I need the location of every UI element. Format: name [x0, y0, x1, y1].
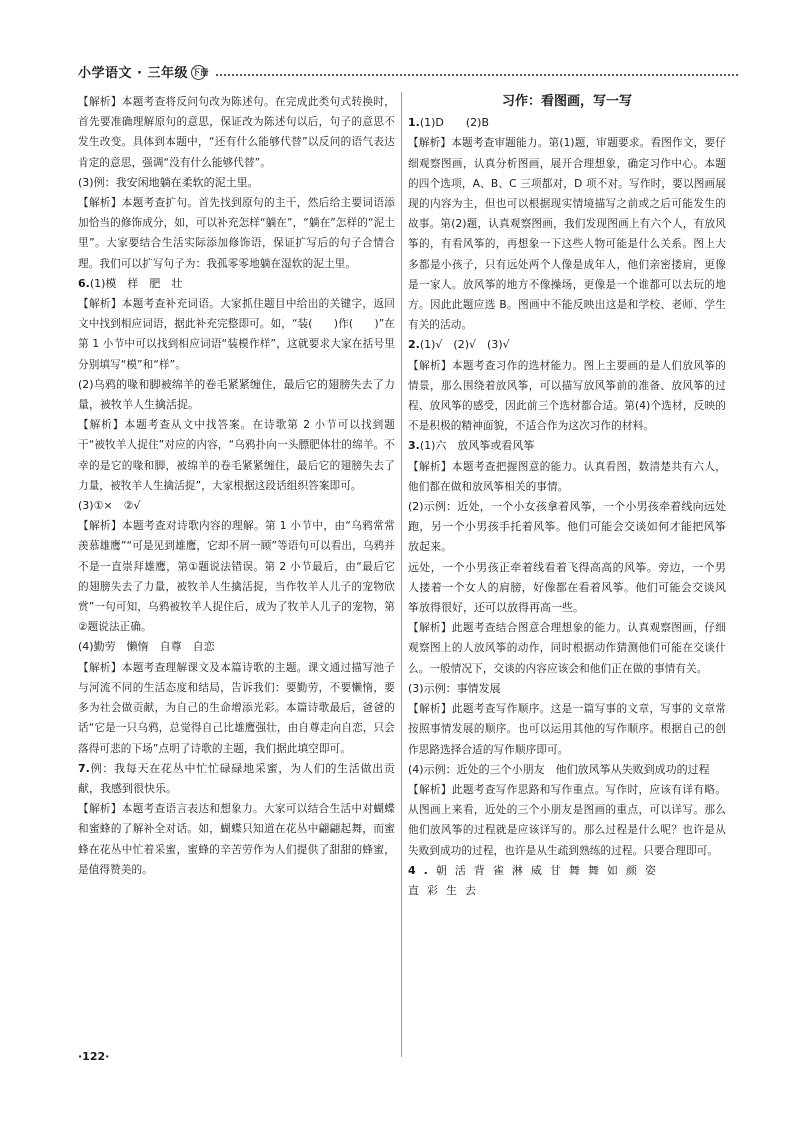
analysis-paragraph: 【解析】本题考查习作的选材能力。图上主要画的是人们放风筝的情景，那么围绕着放风筝，可以描写放风筝前的准备、放风筝的过程、放风筝的感受，因此前三个选材都合适。第(4)个选材，反映的不是积极的精神面貌，不适合作为这次习作的材料。: [408, 359, 726, 433]
analysis-paragraph: 【解析】本题考查从文中找答案。在诗歌第 2 小节可以找到题干“被牧羊人捉住”对应的内容，“乌鸦扑向一头膘肥体壮的绵羊。不幸的是它的喙和脚，被绵羊的卷毛紧紧缠住，最后它的翅膀失去了力量，被牧羊人生擒活捉”，大家根据这段话组织答案即可。: [78, 419, 395, 492]
answer-line: 直彩生去: [408, 883, 484, 897]
answer-line: 4.朝活背雀淋威甘舞舞如颜姿: [408, 863, 664, 877]
question-number: 4.: [408, 863, 436, 877]
page-number: ·122·: [78, 1050, 110, 1063]
analysis-paragraph: 【解析】本题考查补充词语。大家抓住题目中给出的关键字，返回文中找到相应词语，据此补充完整即可。如，“装( )作( )”在第 1 小节中可以找到相应词语“装模作样”，这就要求大家在括号里分别填写“模”和“样”。: [78, 298, 395, 371]
question-number: 7.: [78, 761, 90, 775]
analysis-paragraph: 【解析】本题考查把握图意的能力。认真看图，数清楚共有六人，他们都在做和放风筝相关的事情。: [408, 460, 726, 493]
answer-line: (3)示例：事情发展: [408, 681, 501, 695]
answer-line: 7.例：我每天在花丛中忙忙碌碌地采蜜，为人们的生活做出贡献，我感到很快乐。: [78, 761, 395, 795]
answer-line: (3)例：我安闲地躺在柔软的泥土里。: [78, 175, 259, 189]
right-column: [408, 92, 726, 901]
answer-line: 远处，一个小男孩正牵着线看着飞得高高的风筝。旁边，一个男人搂着一个女人的肩膀，好像都在看着风筝。他们可能会交谈风筝放得很好，还可以放得再高一些。: [408, 560, 726, 615]
header-dotted-rule: [216, 74, 738, 76]
answer-line: 3.(1)六 放风筝或看风筝: [408, 439, 535, 453]
column-divider: [401, 92, 402, 1057]
analysis-paragraph: 【解析】本题考查审题能力。第(1)题，审题要求。看图作文，要仔细观察图画，认真分析图画，展开合理想象，确定习作中心。本题的四个选项，A、B、C 三项都对，D 项不对。写作时，要以图画展现的内容为主，但也可以根据现实情境描写之前或之后可能发生的故事。第(2)题，认真观察图画，我们发现图画上有六个人，有放风筝的，有看风筝的，再想象一下这些人物可能是什么关系。图上大多都是小孩子，只有远处两个人像是成年人，他们亲密搂肩，更像是一家人。放风筝的地方不像操场，更像是一个谁都可以去玩的地方。因此此题应选 B。图画中不能反映出这是和学校、老师、学生有关的活动。: [408, 137, 726, 332]
grade-volume-badge: 下册: [191, 65, 206, 80]
question-number: 2.: [408, 338, 420, 352]
answer-line: (2)示例：近处，一个小女孩拿着风筝，一个小男孩牵着线向远处跑，另一个小男孩手托着风筝。他们可能会交谈如何才能把风筝放起来。: [408, 500, 726, 554]
analysis-paragraph: 【解析】本题考查理解课文及本篇诗歌的主题。课文通过描写池子与河流不同的生活态度和结局，告诉我们：要勤劳，不要懒惰，要多为社会做贡献，为自己的生命增添光彩。本篇诗歌最后，爸爸的话“它是一只乌鸦，总觉得自己比雄鹰强壮，由自尊走向自恋，只会落得可悲的下场”点明了诗歌的主题，我们据此填空即可。: [78, 661, 395, 755]
analysis-paragraph: 【解析】此题考查结合图意合理想象的能力。认真观察图画，仔细观察图上的人放风筝的动作，同时根据动作猜测他们可能在交谈什么。一般情况下，交谈的内容应该会和他们正在做的事情有关。: [408, 622, 726, 675]
answer-line: (4)示例：近处的三个小朋友 他们放风筝从失败到成功的过程: [408, 762, 710, 776]
answer-line: 2.(1)√ (2)√ (3)√: [408, 338, 510, 352]
header-title: 小学语文 · 三年级 下册: [78, 66, 209, 81]
analysis-paragraph: 【解析】此题考查写作思路和写作重点。写作时，应该有详有略。从图画上来看，近处的三个小朋友是图画的重点，可以详写。那么他们放风筝的过程就是应该详写的。那么过程是什么呢？也许是从失败到成功的过程，也许是从生疏到熟练的过程。只要合理即可。: [408, 783, 726, 857]
analysis-paragraph: 【解析】本题考查语言表达和想象力。大家可以结合生活中对蝴蝶和蜜蜂的了解补全对话。如，蝴蝶只知道在花丛中翩翩起舞，而蜜蜂在花丛中忙着采蜜，蜜蜂的辛苦劳作为人们提供了甜甜的蜂蜜，是值得赞美的。: [78, 803, 395, 876]
answer-line: (3)①× ②√: [78, 499, 141, 513]
left-column: [78, 92, 395, 880]
analysis-paragraph: 【解析】本题考查扩句。首先找到原句的主干，然后给主要词语添加恰当的修饰成分，如，可以补充怎样“躺在”，“躺在”怎样的“泥土里”。大家要结合生活实际添加修饰语，保证扩写后的句子合情合理。我们可以扩写句子为：我孤零零地躺在湿软的泥土里。: [78, 197, 395, 270]
answer-line: (2)乌鸦的喙和脚被绵羊的卷毛紧紧缠住，最后它的翅膀失去了力量，被牧羊人生擒活捉。: [78, 377, 395, 412]
analysis-paragraph: 【解析】本题考查对诗歌内容的理解。第 1 小节中，由“乌鸦常常羡慕雄鹰”“可是见到雄鹰，它却不屑一顾”等语句可以看出，乌鸦并不是一直崇拜雄鹰，第①题说法错误。第 2 小节最后，由“最后它的翅膀失去了力量，被牧羊人生擒活捉，当作牧羊人儿子的宠物欣赏”一句可知，乌鸦被牧羊人捉住后，成为了牧羊人儿子的宠物，第②题说法正确。: [78, 520, 395, 634]
page-header: [78, 62, 738, 84]
answer-line: 1.(1)D (2)B: [408, 116, 490, 130]
question-number: 6.: [78, 276, 90, 290]
question-number: 3.: [408, 439, 420, 453]
answer-line: (4)勤劳 懒惰 自尊 自恋: [78, 640, 215, 654]
answer-line: 6.(1)模 样 肥 壮: [78, 276, 183, 290]
analysis-paragraph: 【解析】本题考查将反问句改为陈述句。在完成此类句式转换时，首先要准确理解原句的意思，保证改为陈述句以后，句子的意思不发生改变。具体到本题中，“还有什么能够代替”以反问的语气表达肯定的意思，强调“没有什么能够代替”。: [78, 96, 395, 169]
analysis-paragraph: 【解析】此题考查写作顺序。这是一篇写事的文章，写事的文章常按照事情发展的顺序。也可以运用其他的写作顺序。根据自己的创作思路选择合适的写作顺序即可。: [408, 703, 726, 756]
question-number: 1.: [408, 116, 420, 130]
section-title: 习作：看图画，写一写: [501, 94, 632, 109]
